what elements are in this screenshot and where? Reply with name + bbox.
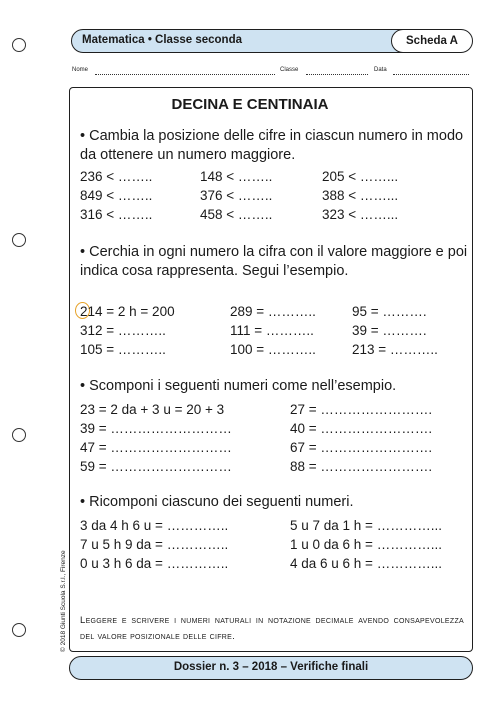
exercise-item: 458 < …….. [200,207,273,222]
worksheet-title: DECINA E CENTINAIA [171,96,329,113]
exercise-item: 67 = ……………………. [290,440,433,455]
exercise-item: 0 u 3 h 6 da = ………….. [80,556,229,571]
exercise-item: 214 = 2 h = 200 [80,304,175,319]
exercise-item: 1 u 0 da 6 h = …………... [290,537,442,552]
sheet-badge: Scheda A [391,29,473,53]
date-label: Data [374,67,387,73]
exercise-item: 23 = 2 da + 3 u = 20 + 3 [80,402,225,417]
exercise-item: 88 = ……………………. [290,459,433,474]
exercise-item: 47 = ……………………… [80,440,232,455]
section4-instruction: • Ricomponi ciascuno dei seguenti numeri. [80,494,354,510]
exercise-item: 316 < …….. [80,207,153,222]
exercise-item: 148 < …….. [200,169,273,184]
exercise-item: 289 = ……….. [230,304,316,319]
binder-hole-lower [12,428,26,442]
exercise-item: 323 < ……... [322,207,399,222]
section2-instruction: • Cerchia in ogni numero la cifra con il valore maggiore e poi indica cosa rappresenta. Segui l’esempio. [80,244,468,279]
copyright-notice: © 2018 Giunti Scuola S.r.l., Firenze [60,550,67,652]
exercise-item: 100 = ……….. [230,342,316,357]
exercise-item: 40 = ……………………. [290,421,433,436]
exercise-item: 59 = ……………………… [80,459,232,474]
header-band [71,29,473,53]
exercise-item: 312 = ……….. [80,323,166,338]
exercise-item: 39 = ……………………… [80,421,232,436]
exercise-item: 849 < …….. [80,188,153,203]
footer-label: Dossier n. 3 – 2018 – Verifiche finali [173,661,369,673]
exercise-item: 236 < …….. [80,169,153,184]
exercise-item: 7 u 5 h 9 da = ………….. [80,537,229,552]
exercise-item: 39 = ………. [352,323,427,338]
exercise-item: 205 < ……... [322,169,399,184]
exercise-item: 27 = ……………………. [290,402,433,417]
section1-instruction: • Cambia la posizione delle cifre in ciascun numero in modo da ottenere un numero maggiore. [80,128,464,163]
footer-band [69,656,473,680]
learning-objective: Leggere e scrivere i numeri naturali in notazione decimale avendo consapevolezza del valore posizionale delle cifre. [80,615,464,642]
name-field[interactable] [95,74,275,75]
exercise-item: 5 u 7 da 1 h = …………... [290,518,442,533]
exercise-item: 3 da 4 h 6 u = ………….. [80,518,229,533]
class-label: Classe [280,67,299,73]
exercise-item: 388 < ……... [322,188,399,203]
exercise-item: 95 = ………. [352,304,427,319]
binder-hole-upper [12,233,26,247]
exercise-item: 376 < …….. [200,188,273,203]
exercise-item: 111 = ……….. [230,323,314,338]
binder-hole-top [12,38,26,52]
section3-instruction: • Scomponi i seguenti numeri come nell’esempio. [80,378,397,394]
date-field[interactable] [393,74,469,75]
class-field[interactable] [306,74,368,75]
binder-hole-bottom [12,623,26,637]
name-label: Nome [72,67,89,73]
exercise-item: 213 = ……….. [352,342,438,357]
exercise-item: 4 da 6 u 6 h = …………... [290,556,442,571]
exercise-item: 105 = ……….. [80,342,166,357]
subject-label: Matematica • Classe seconda [82,34,242,46]
